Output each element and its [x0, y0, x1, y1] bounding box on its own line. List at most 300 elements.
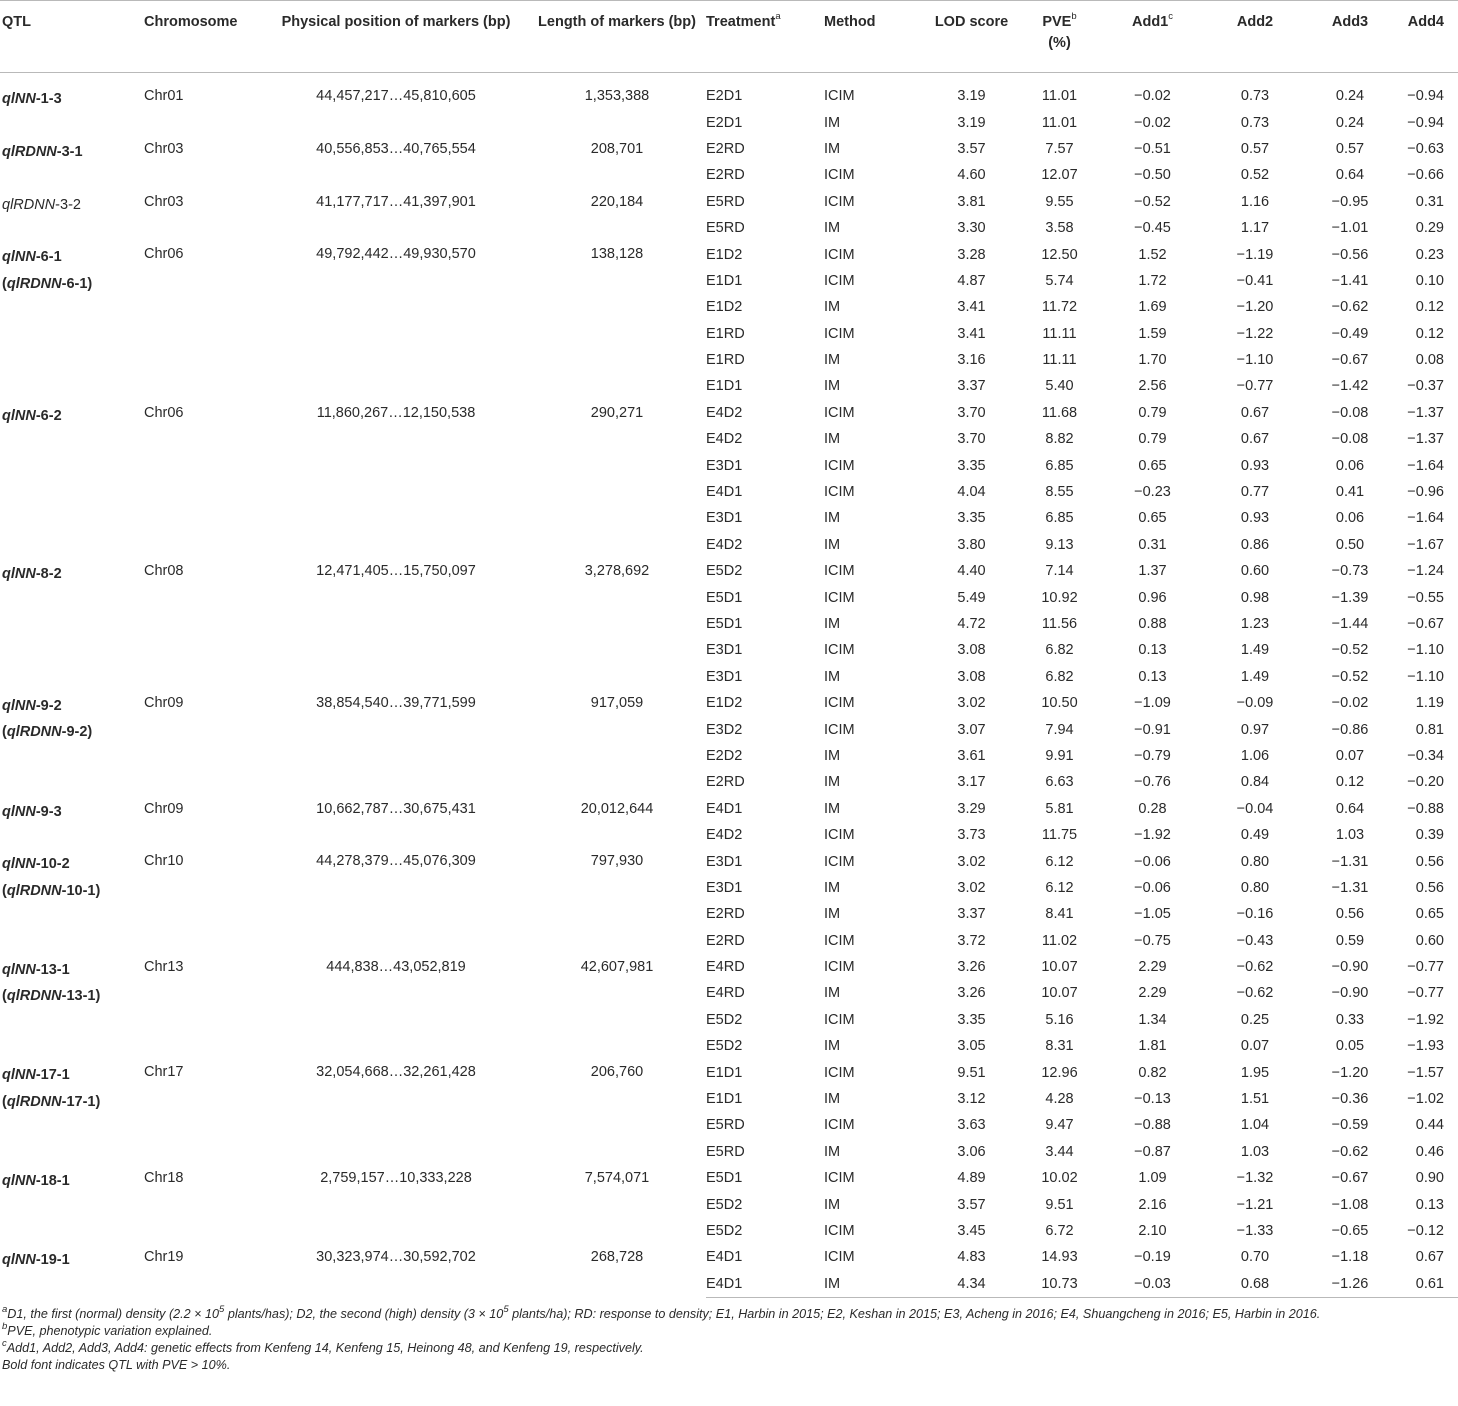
qtl-name-suffix: -13-1) — [61, 988, 101, 1005]
cell-add2: 0.68 — [1203, 1271, 1307, 1298]
cell-method: IM — [824, 616, 841, 632]
cell-lod: 3.30 — [957, 220, 986, 237]
cell-add3: 0.07 — [1335, 747, 1365, 764]
cell-chromosome — [144, 189, 264, 242]
cell-pve: 10.02 — [1041, 1170, 1078, 1187]
qtl-name-italic: qlNN — [2, 803, 36, 820]
cell-position — [264, 136, 528, 189]
cell-chromosome — [144, 848, 264, 954]
cell-add4: −0.66 — [1407, 167, 1444, 184]
length-value: 42,607,981 — [580, 958, 654, 975]
footnote-marker: c — [2, 1337, 7, 1349]
cell-treatment: E5D2 — [706, 1196, 743, 1213]
cell-add1: −0.51 — [1134, 140, 1171, 157]
cell-pve: 10.73 — [1017, 1271, 1102, 1298]
qtl-name — [2, 1168, 70, 1194]
position-value: 49,792,442…49,930,570 — [316, 246, 476, 263]
cell-add2: 1.03 — [1240, 1143, 1270, 1160]
cell-add1: 0.13 — [1138, 668, 1167, 685]
cell-add2: 0.70 — [1240, 1249, 1270, 1266]
cell-pve: 6.85 — [1045, 510, 1074, 527]
cell-lod: 3.80 — [957, 536, 986, 553]
cell-treatment: E3D1 — [706, 879, 743, 896]
cell-method: IM — [824, 1271, 926, 1298]
cell-add3: −1.31 — [1331, 853, 1369, 870]
cell-pve: 6.12 — [1045, 879, 1074, 896]
cell-add4: −0.77 — [1407, 985, 1444, 1002]
cell-add4: 0.10 — [1415, 272, 1444, 289]
cell-pve: 9.91 — [1045, 747, 1074, 764]
chromosome-value: Chr01 — [144, 88, 184, 104]
cell-add2: 1.95 — [1240, 1064, 1270, 1081]
footnote-exponent: 5 — [503, 1303, 509, 1315]
cell-pve: 12.96 — [1041, 1064, 1078, 1081]
cell-add3: 0.12 — [1335, 774, 1365, 791]
cell-add1: 1.52 — [1138, 246, 1167, 263]
cell-method: ICIM — [824, 589, 855, 606]
qtl-name-line — [2, 1062, 100, 1088]
cell-method: IM — [824, 299, 841, 316]
cell-add1: −1.92 — [1134, 827, 1171, 844]
cell-add2: −1.10 — [1236, 352, 1274, 369]
cell-treatment: E4RD — [706, 959, 745, 976]
cell-method: IM — [824, 1196, 841, 1213]
cell-qtl — [0, 796, 144, 849]
cell-lod: 4.89 — [957, 1170, 986, 1187]
chromosome-value: Chr03 — [144, 140, 184, 157]
qtl-name-italic: qlNN — [2, 249, 36, 266]
cell-pve: 8.31 — [1045, 1038, 1074, 1055]
cell-length — [528, 73, 706, 136]
cell-pve: 4.28 — [1045, 1091, 1074, 1108]
cell-length — [528, 136, 706, 189]
cell-pve: 6.82 — [1045, 642, 1074, 659]
footnote-text: plants/ha); RD: response to density; E1, Harbin in 2015; E2, Keshan in 2015; E3, Acheng in 2016; E4, Shuangcheng in 2016; E5, Harbin in 2016. — [508, 1307, 1321, 1321]
cell-add2: 1.23 — [1240, 616, 1270, 632]
cell-pve: 3.44 — [1045, 1143, 1074, 1160]
cell-method: IM — [824, 431, 841, 448]
cell-add4: −1.10 — [1407, 642, 1444, 659]
qtl-name-line — [2, 271, 92, 297]
cell-method: ICIM — [824, 325, 855, 342]
cell-method: ICIM — [824, 1222, 855, 1239]
cell-add2: 0.80 — [1240, 853, 1270, 870]
cell-method: IM — [824, 140, 841, 157]
cell-pve: 8.82 — [1045, 431, 1074, 448]
cell-pve: 12.50 — [1041, 246, 1078, 263]
cell-add1: 0.28 — [1138, 800, 1167, 817]
cell-lod: 4.72 — [957, 616, 986, 632]
cell-pve: 11.56 — [1041, 616, 1078, 632]
cell-method: ICIM — [824, 484, 855, 501]
qtl-name — [2, 799, 62, 825]
cell-qtl — [0, 954, 144, 1060]
cell-add3: −0.59 — [1331, 1117, 1369, 1134]
qtl-name — [2, 244, 92, 297]
cell-add2: −0.62 — [1236, 959, 1274, 976]
cell-lod: 3.37 — [957, 378, 986, 395]
cell-pve: 11.72 — [1041, 299, 1078, 316]
qtl-name-italic: qlNN — [2, 566, 36, 583]
cell-add1: 1.72 — [1138, 272, 1167, 289]
cell-method: ICIM — [824, 721, 855, 738]
cell-method: IM — [824, 668, 841, 685]
cell-treatment: E1D2 — [706, 695, 743, 712]
cell-lod: 3.08 — [957, 668, 986, 685]
cell-treatment: E3D1 — [706, 510, 743, 527]
table-row — [0, 400, 1458, 426]
cell-add4: −0.94 — [1407, 114, 1444, 131]
cell-length — [528, 558, 706, 690]
cell-add4: −0.12 — [1407, 1222, 1444, 1239]
cell-add3: −0.08 — [1331, 404, 1369, 421]
cell-add1: 1.81 — [1138, 1038, 1167, 1055]
cell-add2: 0.97 — [1240, 721, 1270, 738]
cell-add4: 0.08 — [1415, 352, 1444, 369]
header-add4: Add4 — [1393, 1, 1458, 73]
cell-add3: −1.42 — [1331, 378, 1369, 395]
cell-lod: 3.02 — [957, 853, 986, 870]
cell-treatment: E5D2 — [706, 1038, 743, 1055]
cell-treatment: E2D1 — [706, 88, 743, 105]
cell-lod: 3.02 — [957, 879, 986, 896]
length-value: 290,271 — [590, 404, 644, 421]
chromosome-value: Chr17 — [144, 1064, 184, 1081]
cell-treatment: E5RD — [706, 220, 745, 237]
cell-lod: 4.83 — [957, 1249, 986, 1266]
cell-add3: 0.50 — [1335, 536, 1365, 553]
cell-lod: 3.02 — [957, 695, 986, 712]
chromosome-value: Chr09 — [144, 800, 184, 817]
cell-add2: 0.84 — [1240, 774, 1270, 791]
position-value: 10,662,787…30,675,431 — [316, 800, 476, 817]
cell-length — [528, 241, 706, 399]
header-method: Method — [824, 1, 926, 73]
cell-chromosome — [144, 796, 264, 849]
cell-pve: 7.57 — [1045, 140, 1074, 157]
cell-treatment: E4RD — [706, 985, 745, 1002]
cell-add2: −1.19 — [1236, 246, 1274, 263]
cell-pve: 6.72 — [1045, 1222, 1074, 1239]
cell-add4: −0.77 — [1407, 959, 1444, 976]
cell-pve: 7.14 — [1045, 563, 1074, 580]
chromosome-value: Chr13 — [144, 958, 184, 975]
cell-add3: −0.52 — [1331, 668, 1369, 685]
cell-add3: −1.20 — [1331, 1064, 1369, 1081]
cell-qtl — [0, 189, 144, 242]
qtl-name — [2, 192, 81, 218]
cell-pve: 10.07 — [1041, 959, 1078, 976]
position-value: 44,457,217…45,810,605 — [316, 88, 476, 104]
cell-add1: 1.70 — [1138, 352, 1167, 369]
footnote — [2, 1357, 1452, 1374]
cell-treatment: E4D2 — [706, 827, 743, 844]
cell-add1: 0.79 — [1138, 431, 1167, 448]
cell-add4: 0.61 — [1393, 1271, 1458, 1298]
cell-method: ICIM — [824, 695, 855, 712]
qtl-name-line — [2, 244, 92, 270]
qtl-name — [2, 851, 100, 904]
cell-treatment: E1D1 — [706, 272, 743, 289]
footnote-text: Add1, Add2, Add3, Add4: genetic effects from Kenfeng 14, Kenfeng 15, Heinong 48, and Kenfeng 19, respectively. — [6, 1341, 644, 1355]
table-row — [0, 1165, 1458, 1191]
cell-add3: 0.41 — [1335, 484, 1365, 501]
cell-pve: 10.92 — [1041, 589, 1078, 606]
qtl-name-italic: qlRDNN — [2, 143, 57, 160]
footnote-marker: a — [2, 1303, 8, 1315]
qtl-name-suffix: -19-1 — [35, 1252, 70, 1269]
qtl-name-prefix: ( — [2, 988, 7, 1005]
cell-treatment: E2RD — [706, 906, 745, 923]
cell-position — [264, 241, 528, 399]
qtl-name-italic: qlNN — [2, 961, 36, 978]
cell-add4: 0.23 — [1415, 246, 1444, 263]
cell-position — [264, 1165, 528, 1244]
cell-add1: −0.06 — [1134, 853, 1171, 870]
qtl-name-prefix: ( — [2, 882, 7, 899]
cell-add3: 0.06 — [1335, 457, 1365, 474]
cell-position — [264, 189, 528, 242]
cell-method: ICIM — [824, 1170, 855, 1187]
header-position: Physical position of markers (bp) — [264, 1, 528, 73]
cell-add3: 1.03 — [1335, 827, 1365, 844]
chromosome-value: Chr06 — [144, 246, 184, 263]
cell-add2: 0.52 — [1240, 167, 1270, 184]
qtl-name-line — [2, 1168, 70, 1194]
cell-add4: 0.13 — [1415, 1196, 1444, 1213]
cell-add1: −1.09 — [1134, 695, 1171, 712]
cell-add1: −0.03 — [1102, 1271, 1203, 1298]
cell-add2: 0.60 — [1240, 563, 1270, 580]
qtl-name-suffix: -3-2 — [55, 196, 81, 213]
cell-add3: −0.86 — [1331, 721, 1369, 738]
header-chromosome: Chromosome — [144, 1, 264, 73]
cell-treatment: E1RD — [706, 325, 745, 342]
qtl-name-suffix: -10-1) — [61, 882, 101, 899]
cell-lod: 3.72 — [957, 932, 986, 949]
cell-lod: 4.04 — [957, 484, 986, 501]
qtl-name — [2, 561, 62, 587]
cell-qtl — [0, 73, 144, 136]
cell-length — [528, 954, 706, 1060]
cell-add2: −0.77 — [1236, 378, 1274, 395]
cell-qtl — [0, 136, 144, 189]
table-row — [0, 1059, 1458, 1085]
cell-method: ICIM — [824, 404, 855, 421]
qtl-name-line — [2, 957, 100, 983]
cell-add4: 0.65 — [1415, 906, 1444, 923]
qtl-name — [2, 957, 100, 1010]
cell-add1: −0.19 — [1134, 1249, 1171, 1266]
cell-length — [528, 189, 706, 242]
position-value: 44,278,379…45,076,309 — [316, 853, 476, 870]
cell-add1: −1.05 — [1134, 906, 1171, 923]
cell-pve: 11.02 — [1041, 932, 1078, 949]
cell-method: IM — [824, 800, 841, 817]
qtl-name-suffix: -9-3 — [35, 803, 62, 820]
qtl-name-suffix: -18-1 — [35, 1173, 70, 1190]
cell-add2: −0.43 — [1236, 932, 1274, 949]
table-row — [0, 189, 1458, 215]
cell-method: ICIM — [824, 563, 855, 580]
position-value: 41,177,717…41,397,901 — [316, 193, 476, 210]
cell-add2: 1.17 — [1240, 220, 1270, 237]
qtl-name-suffix: -6-1) — [61, 275, 93, 292]
table-row — [0, 690, 1458, 716]
qtl-name — [2, 403, 62, 429]
cell-method: IM — [824, 985, 841, 1002]
cell-lod: 3.35 — [957, 510, 986, 527]
cell-lod: 3.16 — [957, 352, 986, 369]
table-row — [0, 1244, 1458, 1270]
cell-pve: 6.12 — [1045, 853, 1074, 870]
length-value: 797,930 — [590, 853, 644, 870]
chromosome-value: Chr19 — [144, 1249, 184, 1266]
footnote — [2, 1320, 1452, 1340]
cell-pve: 11.01 — [1041, 114, 1078, 131]
cell-add1: −0.75 — [1134, 932, 1171, 949]
cell-add4: 0.67 — [1415, 1249, 1444, 1266]
cell-treatment: E3D1 — [706, 668, 743, 685]
cell-qtl — [0, 400, 144, 558]
cell-add1: −0.87 — [1134, 1143, 1171, 1160]
cell-add1: 0.96 — [1138, 589, 1167, 606]
cell-length — [528, 796, 706, 849]
cell-add1: −0.02 — [1134, 88, 1171, 105]
cell-treatment: E1RD — [706, 352, 745, 369]
cell-chromosome — [144, 690, 264, 796]
cell-add1: 2.10 — [1138, 1222, 1167, 1239]
cell-add4: −1.37 — [1407, 404, 1444, 421]
position-value: 444,838…43,052,819 — [326, 958, 466, 975]
cell-add4: −1.02 — [1407, 1091, 1444, 1108]
qtl-name-italic: qlNN — [2, 1252, 36, 1269]
cell-add2: 0.73 — [1240, 114, 1270, 131]
chromosome-value: Chr06 — [144, 404, 184, 421]
cell-treatment: E2RD — [706, 140, 745, 157]
cell-method: IM — [824, 774, 841, 791]
position-value: 38,854,540…39,771,599 — [316, 694, 476, 711]
length-value: 3,278,692 — [584, 563, 650, 580]
footnote — [2, 1303, 1452, 1323]
length-value: 208,701 — [590, 140, 644, 157]
cell-treatment: E3D2 — [706, 721, 743, 738]
cell-add3: 0.57 — [1335, 140, 1365, 157]
qtl-name-italic: qlNN — [2, 1173, 36, 1190]
cell-lod: 4.40 — [957, 563, 986, 580]
cell-chromosome — [144, 954, 264, 1060]
cell-add4: 0.56 — [1415, 853, 1444, 870]
footnote-exponent: 5 — [219, 1303, 225, 1315]
cell-add3: −0.02 — [1331, 695, 1369, 712]
cell-pve: 10.50 — [1041, 695, 1078, 712]
position-value: 11,860,267…12,150,538 — [316, 404, 476, 421]
cell-method: ICIM — [824, 193, 855, 210]
cell-add4: 0.29 — [1415, 220, 1444, 237]
cell-treatment: E4D1 — [706, 800, 743, 817]
table-row — [0, 954, 1458, 980]
header-pve: PVE$^b$ (%) — [1017, 1, 1102, 73]
cell-add1: 1.09 — [1138, 1170, 1167, 1187]
qtl-name-line — [2, 878, 100, 904]
cell-chromosome — [144, 400, 264, 558]
cell-method: ICIM — [824, 167, 855, 184]
cell-pve: 11.11 — [1042, 325, 1077, 342]
cell-position — [264, 1059, 528, 1165]
cell-add2: −0.16 — [1236, 906, 1274, 923]
cell-pve: 5.81 — [1045, 800, 1074, 817]
chromosome-value: Chr10 — [144, 853, 184, 870]
qtl-name-italic: qlNN — [2, 1067, 36, 1084]
cell-add3: −0.65 — [1331, 1222, 1369, 1239]
cell-qtl — [0, 1165, 144, 1244]
qtl-name-prefix: ( — [2, 1093, 7, 1110]
qtl-name-suffix: -6-2 — [35, 407, 62, 424]
cell-add1: −0.79 — [1134, 747, 1171, 764]
cell-add4: 0.39 — [1415, 827, 1444, 844]
cell-add1: −0.91 — [1134, 721, 1171, 738]
cell-lod: 3.41 — [957, 299, 986, 316]
cell-add2: −1.22 — [1236, 325, 1274, 342]
qtl-name-prefix: ( — [2, 275, 7, 292]
cell-treatment: E5D2 — [706, 563, 743, 580]
cell-length — [528, 1059, 706, 1165]
cell-add1: 0.65 — [1138, 510, 1167, 527]
cell-add3: −0.67 — [1331, 352, 1369, 369]
cell-add3: −1.41 — [1331, 272, 1369, 289]
cell-add2: 0.67 — [1240, 431, 1270, 448]
cell-add1: −0.06 — [1134, 879, 1171, 896]
qtl-name-italic: qlRDNN — [6, 275, 62, 292]
cell-add3: −1.18 — [1331, 1249, 1369, 1266]
cell-lod: 3.37 — [957, 906, 986, 923]
cell-add1: −0.76 — [1134, 774, 1171, 791]
length-value: 220,184 — [590, 193, 644, 210]
cell-add4: 0.60 — [1415, 932, 1444, 949]
table-row — [0, 848, 1458, 874]
cell-position — [264, 690, 528, 796]
cell-treatment: E5D1 — [706, 589, 743, 606]
cell-lod: 3.57 — [957, 140, 986, 157]
qtl-name-line — [2, 139, 83, 165]
cell-length — [528, 848, 706, 954]
header-add3: Add3 — [1307, 1, 1393, 73]
qtl-name — [2, 1247, 70, 1273]
qtl-name-italic: qlRDNN — [6, 882, 62, 899]
cell-lod: 9.51 — [957, 1064, 986, 1081]
cell-qtl — [0, 558, 144, 690]
cell-add3: −1.01 — [1331, 220, 1369, 237]
qtl-name — [2, 693, 92, 746]
cell-lod: 4.87 — [957, 272, 986, 289]
cell-add2: 0.77 — [1240, 484, 1270, 501]
cell-pve: 7.94 — [1045, 721, 1074, 738]
qtl-name-italic: qlNN — [2, 91, 36, 107]
cell-add2: 0.73 — [1240, 88, 1270, 105]
qtl-name-suffix: -17-1) — [61, 1093, 101, 1110]
cell-pve: 9.13 — [1045, 536, 1074, 553]
cell-add1: 2.29 — [1138, 959, 1167, 976]
cell-add3: −0.90 — [1331, 959, 1369, 976]
cell-add1: 0.79 — [1138, 404, 1167, 421]
cell-add4: −1.93 — [1407, 1038, 1444, 1055]
table-row — [0, 241, 1458, 267]
header-treatment: Treatment$^a$ — [706, 1, 824, 73]
cell-qtl — [0, 1244, 144, 1297]
cell-add2: −0.04 — [1236, 800, 1274, 817]
cell-position — [264, 73, 528, 136]
cell-add1: 1.34 — [1138, 1011, 1167, 1028]
